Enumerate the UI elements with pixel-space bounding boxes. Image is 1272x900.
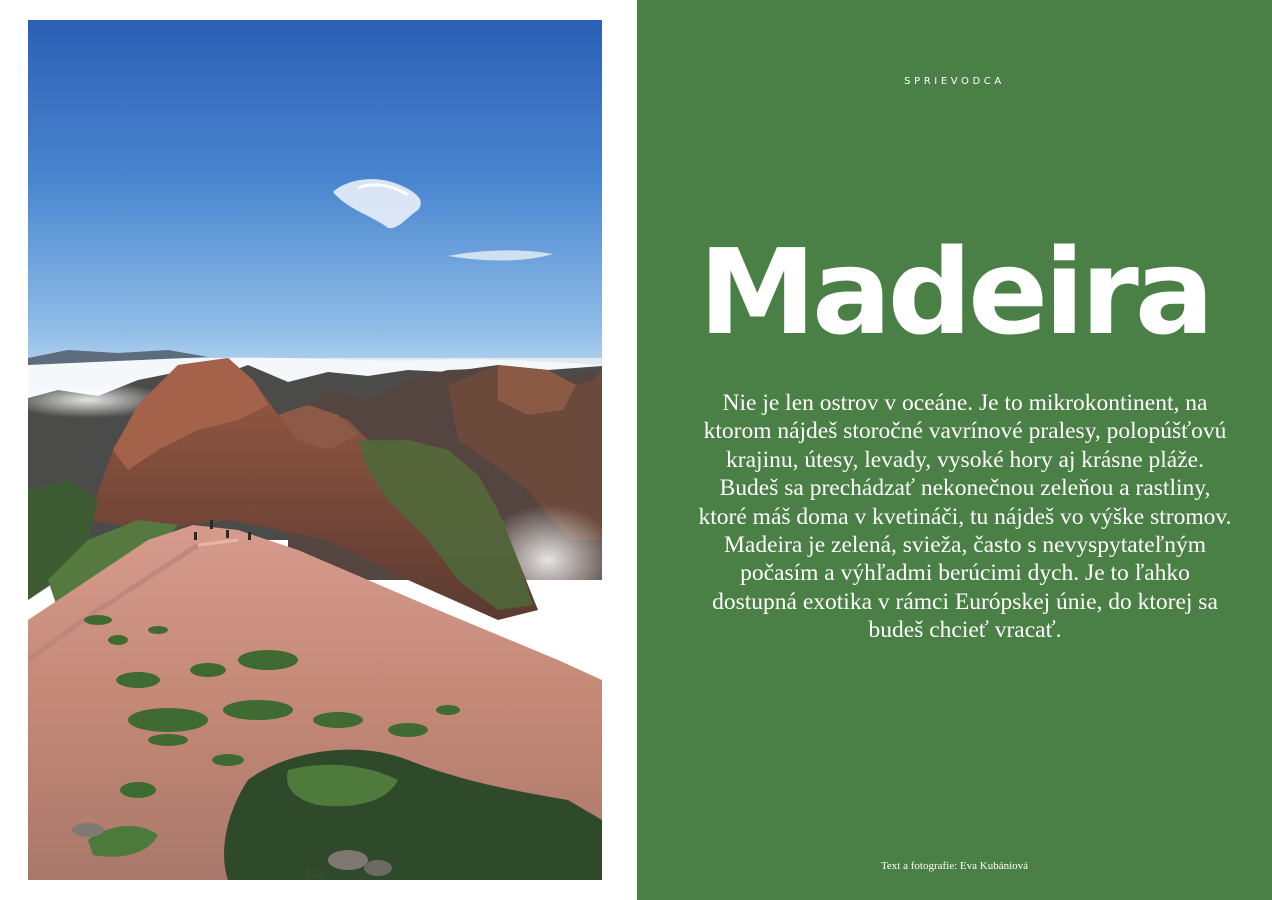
article-title: Madeira — [698, 223, 1211, 361]
landscape-illustration — [28, 20, 602, 880]
credits-line: Text a fotografie: Eva Kubániová — [880, 860, 1029, 872]
page-number: 132 — [306, 868, 324, 880]
right-page — [637, 0, 1272, 900]
landscape-photo — [28, 20, 602, 880]
section-label: SPRIEVODCA — [904, 76, 1005, 87]
intro-paragraph: Nie je len ostrov v oceáne. Je to mikrokontinent, na ktorom nájdeš storočné vavrínové pralesy, polopúšťovú krajinu, útesy, levady, vysoké hory aj krásne pláže. Budeš sa prechádzať nekonečnou zeleňou a rastliny, ktoré máš doma v kvetináči, tu nájdeš vo výške stromov. Madeira je zelená, svieža, často s nevyspytateľným počasím a výhľadmi berúcimi dych. Je to ľahko dostupná exotika v rámci Európskej únie, do ktorej sa budeš chcieť vracať. — [698, 390, 1232, 644]
